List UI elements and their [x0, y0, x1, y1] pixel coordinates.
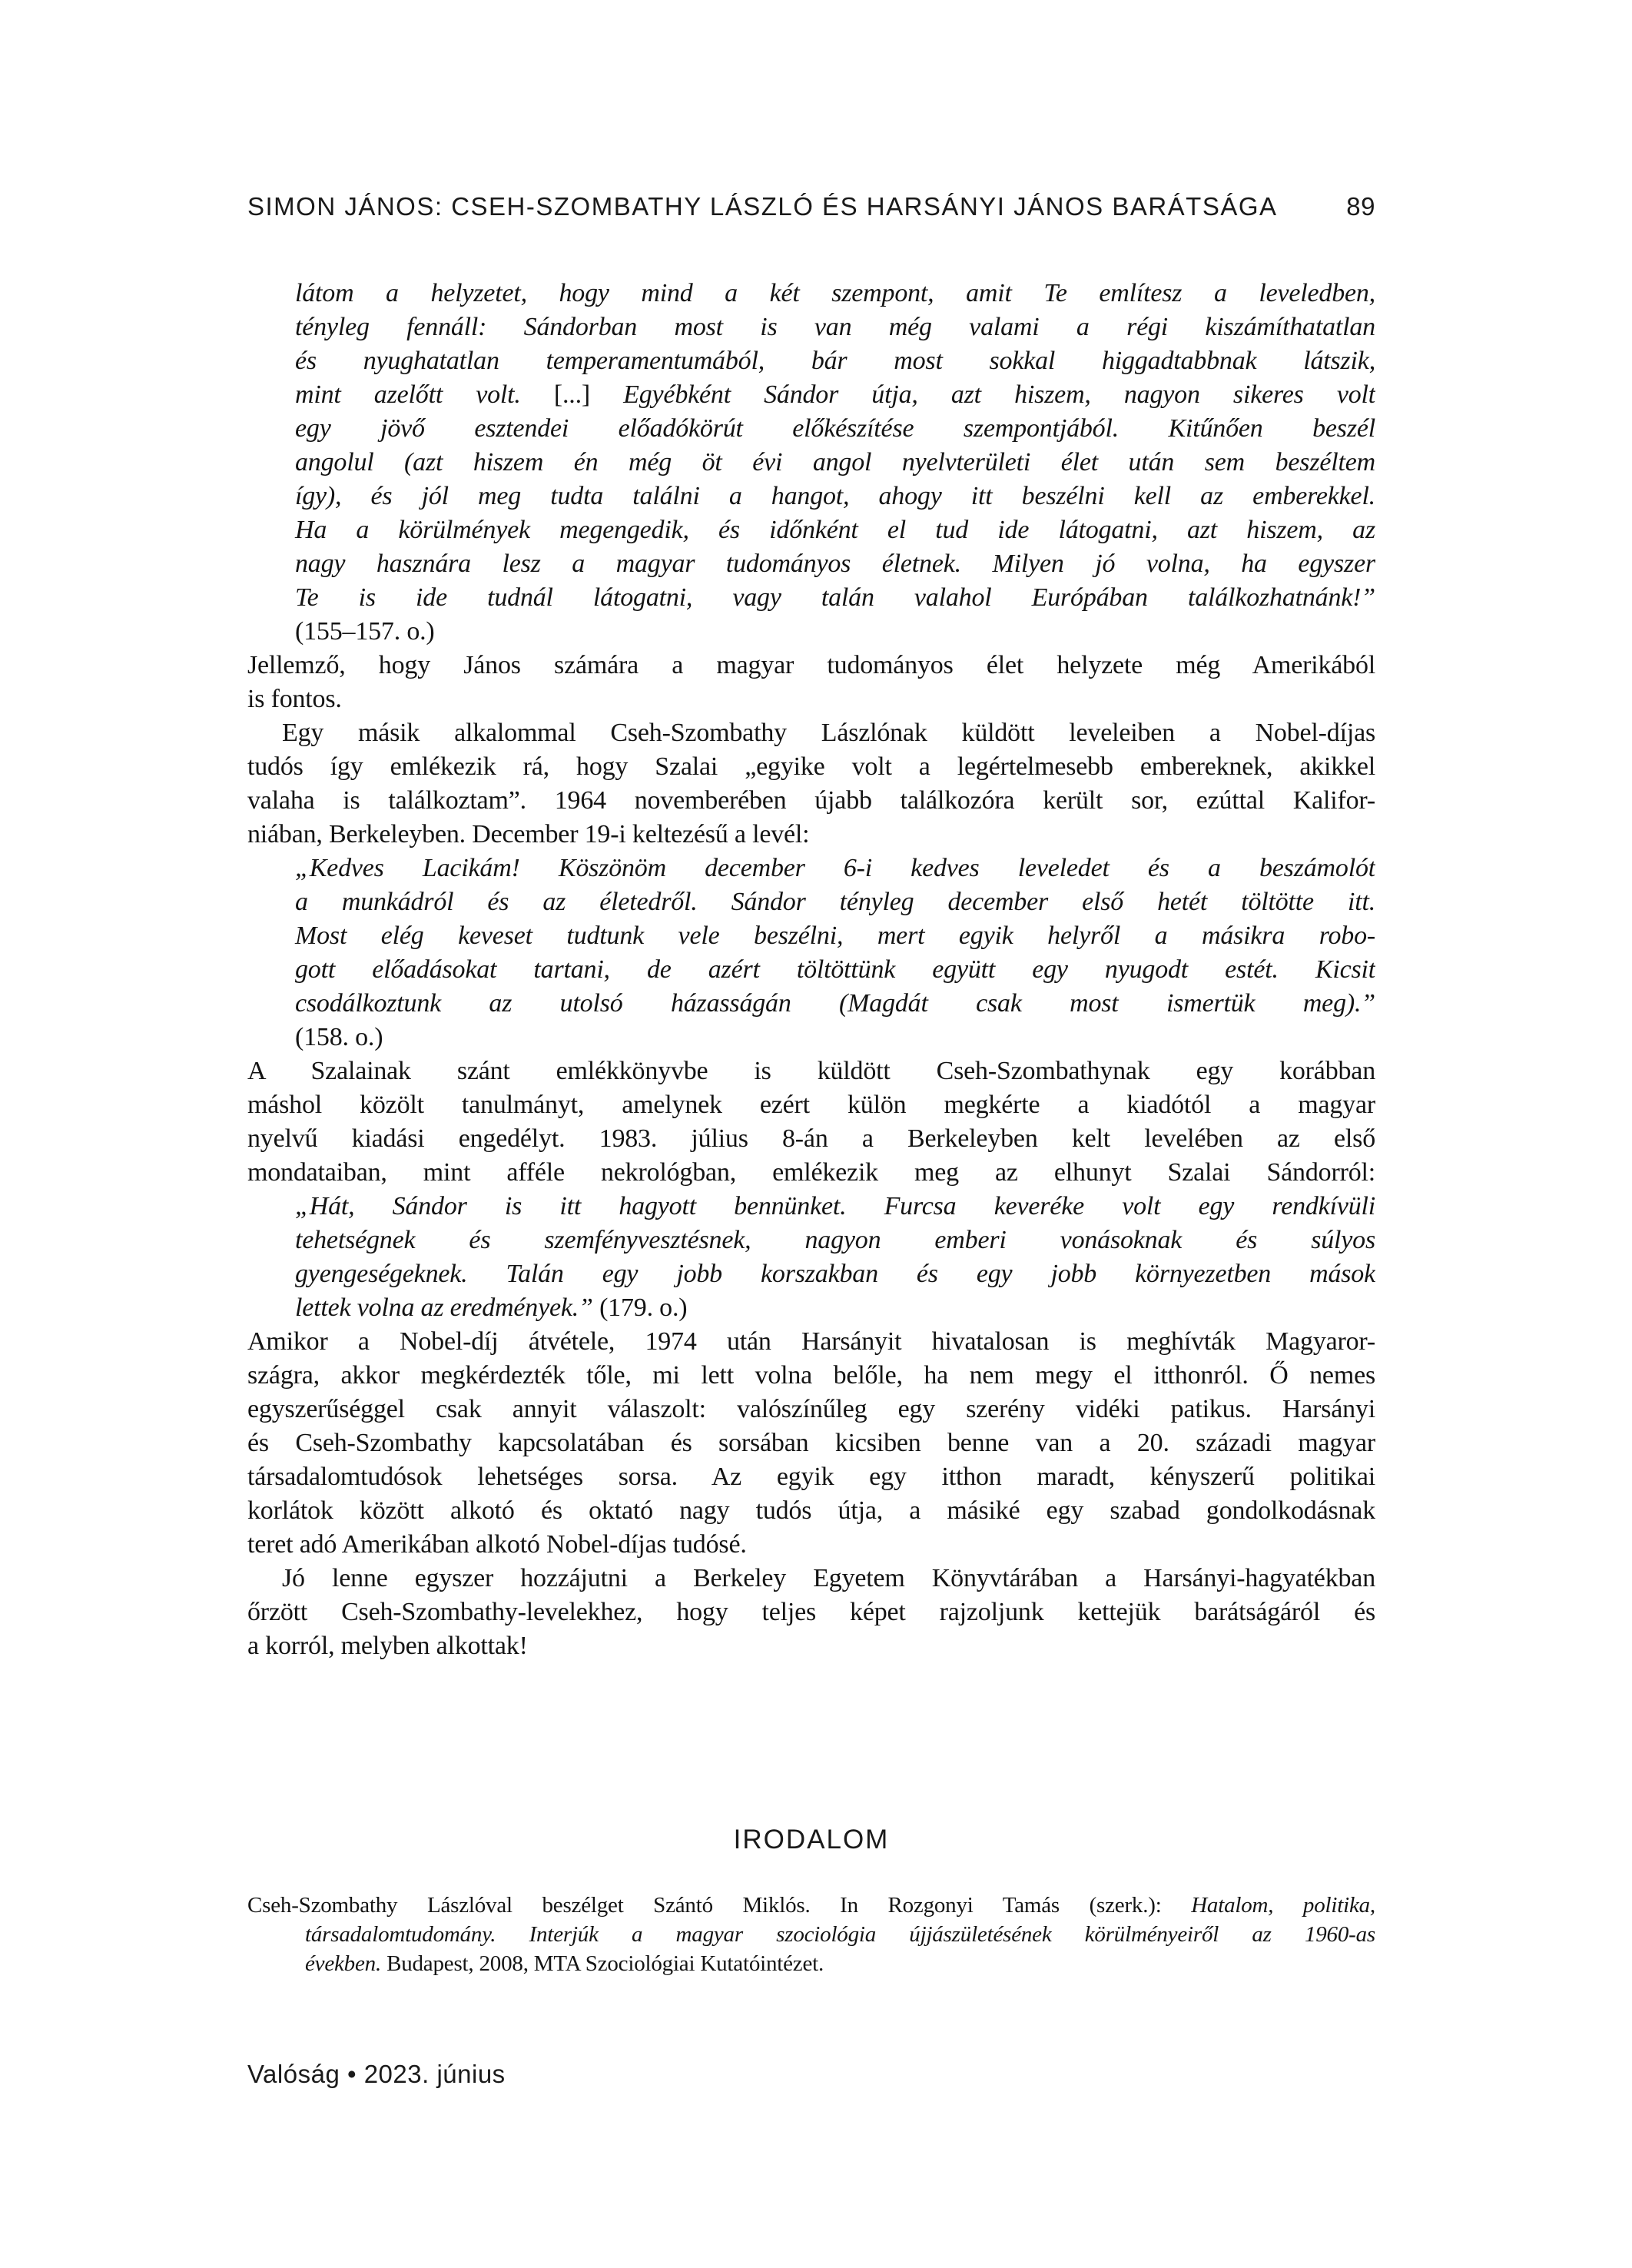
quote-line — [247, 412, 1375, 446]
text-segment: (179. o.) — [599, 1293, 688, 1322]
text-segment: is fontos. — [247, 685, 342, 713]
text-segment: őrzött Cseh-Szombathy-levelekhez, hogy teljes képet rajzoljunk kettejük barátságáról és — [247, 1598, 1375, 1626]
text-segment: és Cseh-Szombathy kapcsolatában és sorsában kicsiben benne van a 20. századi magyar — [247, 1429, 1375, 1457]
text-segment: társadalomtudósok lehetséges sorsa. Az egyik egy itthon maradt, kényszerű politikai — [247, 1463, 1375, 1491]
text-line — [247, 1393, 1375, 1426]
text-line — [247, 750, 1375, 784]
text-segment: gyengeségeknek. Talán egy jobb korszakban és egy jobb környezetben mások — [295, 1260, 1375, 1288]
quote-line — [247, 852, 1375, 885]
quote-line — [247, 1190, 1375, 1224]
quote-line — [247, 277, 1375, 310]
bibliography-heading: IRODALOM — [733, 1825, 890, 1855]
quote-line — [247, 1021, 1375, 1054]
text-line — [247, 1562, 1375, 1596]
quote-line — [247, 987, 1375, 1021]
text-line — [247, 784, 1375, 818]
text-segment: Jellemző, hogy János számára a magyar tudományos élet helyzete még Amerikából — [247, 651, 1375, 679]
text-segment: mondataiban, mint afféle nekrológban, emlékezik meg az elhunyt Szalai Sándorról: — [247, 1158, 1375, 1187]
text-segment: egyszerűséggel csak annyit válaszolt: valószínűleg egy szerény vidéki patikus. Harsányi — [247, 1395, 1375, 1423]
quote-line — [247, 885, 1375, 919]
text-line — [247, 649, 1375, 682]
text-line — [247, 1054, 1375, 1088]
text-segment: szágra, akkor megkérdezték tőle, mi lett volna belőle, ha nem megy el itthonról. Ő nemes — [247, 1361, 1375, 1390]
running-header — [247, 192, 1375, 221]
text-segment: Ha a körülmények megengedik, és időnként el tud ide látogatni, azt hiszem, az — [295, 516, 1375, 544]
text-segment: (155–157. o.) — [295, 617, 435, 646]
quote-line — [247, 480, 1375, 513]
text-segment: A Szalainak szánt emlékkönyvbe is küldött Cseh-Szombathynak egy korábban — [247, 1057, 1375, 1085]
text-line — [247, 1596, 1375, 1629]
text-segment: egy jövő esztendei előadókörút előkészítése szempontjából. Kitűnően beszél — [295, 414, 1375, 443]
text-line — [247, 1460, 1375, 1494]
text-segment: tehetségnek és szemfényvesztésnek, nagyon emberi vonásoknak és súlyos — [295, 1226, 1375, 1254]
text-segment: mint azelőtt volt. — [295, 380, 554, 409]
text-segment: tényleg fennáll: Sándorban most is van még valami a régi kiszámíthatatlan — [295, 313, 1375, 341]
text-segment: (158. o.) — [295, 1023, 383, 1051]
text-segment: máshol közölt tanulmányt, amelynek ezért külön megkérte a kiadótól a magyar — [247, 1091, 1375, 1119]
text-segment: [...] — [553, 380, 624, 409]
text-segment: Jó lenne egyszer hozzájutni a Berkeley Egyetem Könyvtárában a Harsányi-hagyatékban — [282, 1564, 1375, 1592]
quote-line — [247, 919, 1375, 953]
text-segment: nyelvű kiadási engedélyt. 1983. július 8-án a Berkeleyben kelt levelében az első — [247, 1124, 1375, 1153]
quote-line — [247, 513, 1375, 547]
quote-line — [247, 378, 1375, 412]
quote-line — [247, 547, 1375, 581]
text-line — [247, 1494, 1375, 1528]
quote-line — [247, 446, 1375, 480]
text-line — [247, 682, 1375, 716]
quote-line — [247, 310, 1375, 344]
text-line — [247, 1528, 1375, 1562]
quote-line — [247, 615, 1375, 649]
quote-line — [247, 1257, 1375, 1291]
text-segment: években. — [305, 1951, 382, 1976]
text-line — [247, 1325, 1375, 1359]
quote-line — [247, 953, 1375, 987]
bibliography — [247, 1891, 1375, 1978]
text-segment: a munkádról és az életedről. Sándor tényleg december első hetét töltötte itt. — [295, 888, 1375, 916]
text-line — [247, 1426, 1375, 1460]
text-segment: angolul (azt hiszem én még öt évi angol nyelvterületi élet után sem beszéltem — [295, 448, 1375, 477]
text-segment: tudós így emlékezik rá, hogy Szalai „egyike volt a legértelmesebb embereknek, akikkel — [247, 752, 1375, 781]
page-number: 89 — [1346, 192, 1375, 221]
quote-line — [247, 581, 1375, 615]
text-line — [247, 1088, 1375, 1122]
text-segment: csodálkoztunk az utolsó házasságán (Magdát csak most ismertük meg).” — [295, 989, 1375, 1018]
text-segment: „Hát, Sándor is itt hagyott bennünket. Furcsa keveréke volt egy rendkívüli — [295, 1192, 1375, 1220]
page-footer — [247, 2060, 506, 2089]
text-line — [247, 1156, 1375, 1190]
text-line — [247, 1629, 1375, 1663]
text-segment: így), és jól meg tudta találni a hangot, ahogy itt beszélni kell az emberekkel. — [295, 482, 1375, 510]
text-segment: Egyébként Sándor útja, azt hiszem, nagyon sikeres volt — [623, 380, 1375, 409]
text-line — [247, 818, 1375, 852]
text-segment: Te is ide tudnál látogatni, vagy talán valahol Európában találkozhatnánk!” — [295, 583, 1375, 612]
quote-line — [247, 1224, 1375, 1257]
text-segment: lettek volna az eredmények.” — [295, 1293, 600, 1322]
text-segment: „Kedves Lacikám! Köszönöm december 6-i kedves leveledet és a beszámolót — [295, 854, 1375, 882]
bibliography-line — [247, 1949, 1375, 1978]
text-segment: valaha is találkoztam”. 1964 novemberében újabb találkozóra került sor, ezúttal Kalifor- — [247, 786, 1375, 815]
text-segment: és nyughatatlan temperamentumából, bár most sokkal higgadtabbnak látszik, — [295, 347, 1375, 375]
journal-name-footer: Valóság • 2023. június — [247, 2060, 506, 2088]
text-segment: Cseh-Szombathy Lászlóval beszélget Szántó Miklós. In Rozgonyi Tamás (szerk.): — [247, 1893, 1192, 1918]
text-segment: Amikor a Nobel-díj átvétele, 1974 után Harsányit hivatalosan is meghívták Magyaror- — [247, 1327, 1375, 1356]
text-segment: niában, Berkeleyben. December 19-i keltezésű a levél: — [247, 820, 810, 848]
text-segment: a korról, melyben alkottak! — [247, 1632, 528, 1660]
bibliography-line — [247, 1891, 1375, 1920]
text-segment: gott előadásokat tartani, de azért töltöttünk együtt egy nyugodt estét. Kicsit — [295, 955, 1375, 984]
quote-line — [247, 1291, 1375, 1325]
text-segment: társadalomtudomány. Interjúk a magyar szociológia újjászületésének körülményeiről az 1960-as — [305, 1922, 1375, 1947]
text-segment: Budapest, 2008, MTA Szociológiai Kutatóintézet. — [381, 1951, 824, 1976]
text-line — [247, 1122, 1375, 1156]
bibliography-line — [247, 1920, 1375, 1949]
text-line — [247, 1359, 1375, 1393]
quote-line — [247, 344, 1375, 378]
text-segment: Egy másik alkalommal Cseh-Szombathy Lászlónak küldött leveleiben a Nobel-díjas — [282, 719, 1375, 747]
text-segment: korlátok között alkotó és oktató nagy tudós útja, a másiké egy szabad gondolkodásnak — [247, 1496, 1375, 1525]
header-title: SIMON JÁNOS: CSEH-SZOMBATHY LÁSZLÓ ÉS HARSÁNYI JÁNOS BARÁTSÁGA — [247, 192, 1278, 221]
text-segment: Hatalom, politika, — [1191, 1893, 1375, 1918]
text-segment: teret adó Amerikában alkotó Nobel-díjas tudósé. — [247, 1530, 747, 1559]
text-segment: látom a helyzetet, hogy mind a két szempont, amit Te említesz a leveledben, — [295, 279, 1375, 307]
text-line — [247, 716, 1375, 750]
article-body — [247, 277, 1375, 1663]
text-segment: Most elég keveset tudtunk vele beszélni, mert egyik helyről a másikra robo- — [295, 921, 1375, 950]
text-segment: nagy hasznára lesz a magyar tudományos életnek. Milyen jó volna, ha egyszer — [295, 550, 1375, 578]
